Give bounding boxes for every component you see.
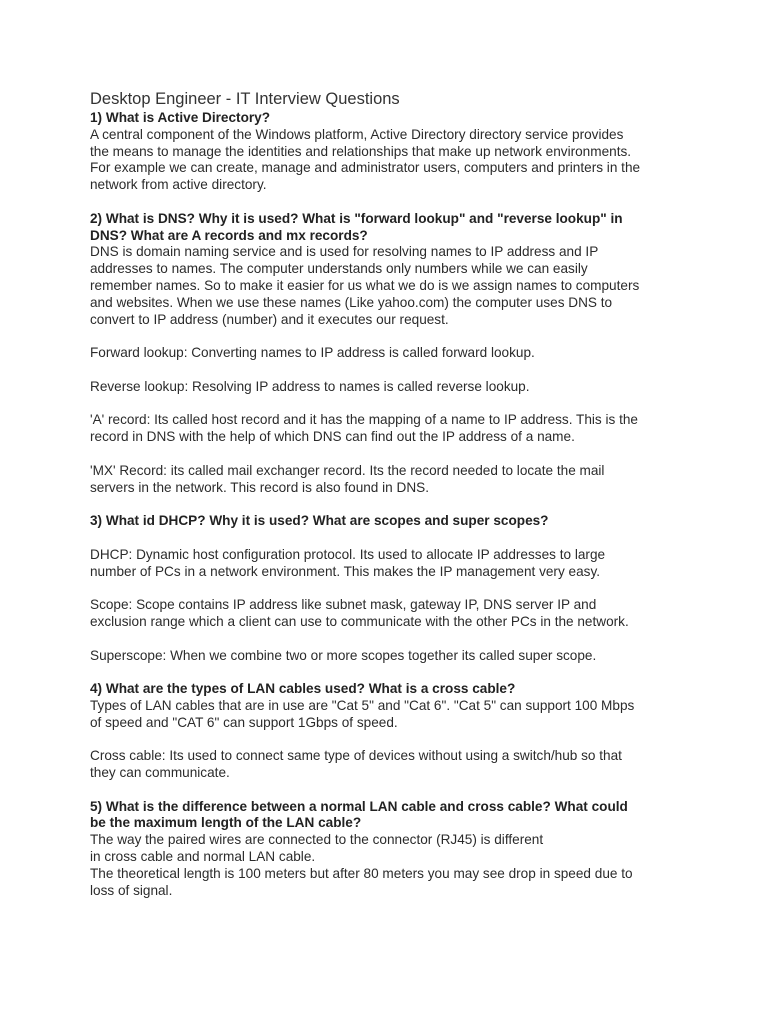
paragraph-spacer [90,530,680,547]
answer-text-line: number of PCs in a network environment. This makes the IP management very easy. [90,563,601,579]
answer-text-line: network from active directory. [90,177,267,193]
answer-text-line: 'A' record: Its called host record and it has the mapping of a name to IP address. This is the [90,412,638,428]
paragraph-spacer [90,446,680,463]
answer-text-line: For example we can create, manage and administrator users, computers and printers in the [90,160,641,176]
answer-text-line: 'MX' Record: its called mail exchanger record. Its the record needed to locate the mail [90,462,605,478]
paragraph-spacer [90,580,680,597]
question-heading-line: be the maximum length of the LAN cable? [90,815,362,831]
answer-text-line: DNS is domain naming service and is used for resolving names to IP address and IP [90,244,599,260]
paragraph-spacer [90,664,680,681]
paragraph-spacer [90,731,680,748]
answer-text-line: Reverse lookup: Resolving IP address to names is called reverse lookup. [90,378,530,394]
paragraph-spacer [90,194,680,211]
answer-text-line: addresses to names. The computer understands only numbers while we can easily [90,261,588,277]
paragraph-spacer [90,496,680,513]
question-heading-line: 4) What are the types of LAN cables used? What is a cross cable? [90,681,516,697]
document-page [90,88,680,899]
answer-text-line: Forward lookup: Converting names to IP address is called forward lookup. [90,345,535,361]
answer-text-line: DHCP: Dynamic host configuration protocol. Its used to allocate IP addresses to large [90,546,606,562]
document-title: Desktop Engineer - IT Interview Questions [90,90,400,108]
paragraph-spacer [90,782,680,799]
answer-text-line: of speed and "CAT 6" can support 1Gbps of speed. [90,714,398,730]
paragraph-spacer [90,396,680,413]
answer-text-line: the means to manage the identities and relationships that make up network environments. [90,143,632,159]
answer-text-line: in cross cable and normal LAN cable. [90,849,316,865]
answer-text-line: The theoretical length is 100 meters but after 80 meters you may see drop in speed due to [90,865,633,881]
answer-text-line: loss of signal. [90,882,173,898]
answer-text-line: remember names. So to make it easier for us what we do is we assign names to computers [90,277,640,293]
answer-text-line: The way the paired wires are connected to the connector (RJ45) is different [90,832,544,848]
question-heading-line: 3) What id DHCP? Why it is used? What are scopes and super scopes? [90,513,549,529]
question-heading-line: 2) What is DNS? Why it is used? What is "forward lookup" and "reverse lookup" in [90,210,623,226]
answer-text-line: Scope: Scope contains IP address like subnet mask, gateway IP, DNS server IP and [90,597,597,613]
answer-text-line: they can communicate. [90,765,230,781]
paragraph-spacer [90,362,680,379]
answer-text-line: Superscope: When we combine two or more scopes together its called super scope. [90,647,597,663]
answer-text-line: and websites. When we use these names (Like yahoo.com) the computer uses DNS to [90,294,613,310]
answer-text-line: servers in the network. This record is also found in DNS. [90,479,429,495]
question-heading-line: 5) What is the difference between a normal LAN cable and cross cable? What could [90,798,628,814]
document-body [90,110,680,899]
question-heading-line: DNS? What are A records and mx records? [90,227,368,243]
answer-text-line: exclusion range which a client can use to communicate with the other PCs in the network. [90,613,629,629]
answer-text-line: Types of LAN cables that are in use are "Cat 5" and "Cat 6". "Cat 5" can support 100 Mbps [90,697,635,713]
paragraph-spacer [90,631,680,648]
answer-text-line: Cross cable: Its used to connect same type of devices without using a switch/hub so that [90,748,622,764]
answer-text-line: record in DNS with the help of which DNS can find out the IP address of a name. [90,429,575,445]
question-heading-line: 1) What is Active Directory? [90,110,271,125]
answer-text-line: A central component of the Windows platform, Active Directory directory service provides [90,126,624,142]
answer-text-line: convert to IP address (number) and it executes our request. [90,311,449,327]
paragraph-spacer [90,328,680,345]
